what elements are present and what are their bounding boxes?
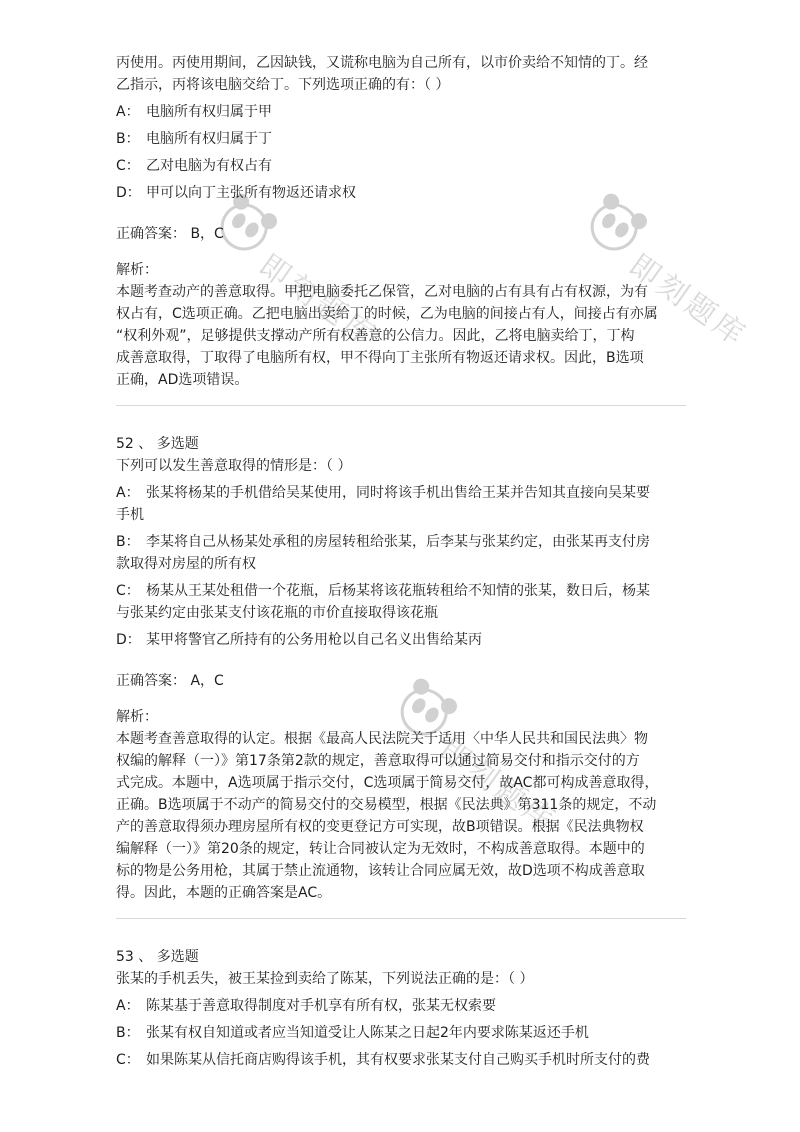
analysis-line: 本题考查动产的善意取得。甲把电脑委托乙保管，乙对电脑的占有具有占有权源，为有 bbox=[116, 284, 648, 300]
watermark-text: 即刻题库 bbox=[252, 247, 384, 355]
option-text: 杨某从王某处租借一个花瓶，后杨某将该花瓶转租给不知情的张某，数日后，杨某 bbox=[146, 583, 650, 599]
option-d bbox=[116, 629, 686, 651]
correct-answer: 正确答案： A，C bbox=[116, 673, 224, 689]
question-stem: 下列可以发生善意取得的情形是：（ ） bbox=[116, 458, 352, 474]
option-b bbox=[116, 1022, 686, 1044]
divider bbox=[116, 405, 686, 406]
analysis-line: 本题考查善意取得的认定。根据《最高人民法院关于适用〈中华人民共和国民法典〉物 bbox=[116, 731, 648, 747]
option-text: 某甲将警官乙所持有的公务用枪以自己名义出售给某丙 bbox=[146, 632, 482, 648]
option-label: B： bbox=[116, 534, 140, 550]
option-label: A： bbox=[116, 485, 140, 501]
option-label: D： bbox=[116, 185, 141, 201]
analysis-line: 成善意取得，丁取得了电脑所有权，甲不得向丁主张所有物返还请求权。因此，B选项 bbox=[116, 350, 644, 366]
analysis-line: 产的善意取得须办理房屋所有权的变更登记方可实现，故B项错误。根据《民法典物权 bbox=[116, 819, 644, 835]
option-text: 电脑所有权归属于丁 bbox=[146, 131, 272, 147]
option-text: 甲可以向丁主张所有物返还请求权 bbox=[146, 185, 356, 201]
watermark-text: 即刻题库 bbox=[432, 732, 564, 840]
option-text: 张某有权自知道或者应当知道受让人陈某之日起2年内要求陈某返还手机 bbox=[146, 1025, 589, 1041]
option-text-cont: 与张某约定由张某支付该花瓶的市价直接取得该花瓶 bbox=[116, 605, 438, 621]
option-text: 电脑所有权归属于甲 bbox=[146, 104, 272, 120]
analysis-line: 标的物是公务用枪，其属于禁止流通物，该转让合同应属无效，故D选项不构成善意取 bbox=[116, 863, 645, 879]
analysis-line: 权编的解释（一）》第17条第2款的规定，善意取得可以通过简易交付和指示交付的方 bbox=[116, 753, 640, 769]
option-b bbox=[116, 128, 686, 150]
document-page bbox=[116, 52, 686, 1076]
question-stem: 张某的手机丢失，被王某捡到卖给了陈某，下列说法正确的是：（ ） bbox=[116, 971, 534, 987]
analysis-title: 解析： bbox=[116, 262, 158, 278]
question-53 bbox=[116, 946, 686, 1071]
option-text-cont: 手机 bbox=[116, 507, 144, 523]
option-b bbox=[116, 531, 686, 575]
option-text: 陈某基于善意取得制度对手机享有所有权，张某无权索要 bbox=[146, 998, 496, 1014]
option-text: 如果陈某从信托商店购得该手机，其有权要求张某支付自己购买手机时所支付的费 bbox=[146, 1052, 650, 1068]
option-c bbox=[116, 1049, 686, 1071]
option-label: D： bbox=[116, 632, 141, 648]
correct-answer: 正确答案： B，C bbox=[116, 226, 224, 242]
analysis-line: 正确。B选项属于不动产的简易交付的交易模型，根据《民法典》第311条的规定，不动 bbox=[116, 797, 657, 813]
question-51-continued bbox=[116, 52, 686, 406]
analysis-line: 权占有，C选项正确。乙把电脑出卖给丁的时候，乙为电脑的间接占有人，间接占有亦属 bbox=[116, 306, 658, 322]
option-c bbox=[116, 580, 686, 624]
option-a bbox=[116, 995, 686, 1017]
question-stem-line: 丙使用。丙使用期间，乙因缺钱，又谎称电脑为自己所有，以市价卖给不知情的丁。经 bbox=[116, 55, 648, 71]
analysis-title: 解析： bbox=[116, 709, 158, 725]
option-label: B： bbox=[116, 131, 140, 147]
option-label: C： bbox=[116, 1052, 140, 1068]
analysis-line: 编解释（一）》第20条的规定，转让合同被认定为无效时，不构成善意取得。本题中的 bbox=[116, 841, 645, 857]
analysis-line: 正确，AD选项错误。 bbox=[116, 372, 249, 388]
divider bbox=[116, 918, 686, 919]
option-a bbox=[116, 482, 686, 526]
question-52 bbox=[116, 433, 686, 919]
option-c bbox=[116, 155, 686, 177]
option-label: A： bbox=[116, 998, 140, 1014]
option-label: C： bbox=[116, 158, 140, 174]
analysis-line: “权利外观”，足够提供支撑动产所有权善意的公信力。因此，乙将电脑卖给丁，丁构 bbox=[116, 328, 635, 344]
option-text: 乙对电脑为有权占有 bbox=[146, 158, 272, 174]
option-text: 张某将杨某的手机借给吴某使用，同时将该手机出售给王某并告知其直接向吴某要 bbox=[146, 485, 650, 501]
option-text: 李某将自己从杨某处承租的房屋转租给张某，后李某与张某约定，由张某再支付房 bbox=[146, 534, 650, 550]
analysis-line: 式完成。本题中，A选项属于指示交付，C选项属于简易交付，故AC都可构成善意取得， bbox=[116, 775, 659, 791]
option-label: B： bbox=[116, 1025, 140, 1041]
option-label: A： bbox=[116, 104, 140, 120]
question-number: 53 、 多选题 bbox=[116, 949, 199, 965]
option-label: C： bbox=[116, 583, 140, 599]
watermark-text: 即刻题库 bbox=[622, 247, 754, 355]
option-a bbox=[116, 101, 686, 123]
option-text-cont: 款取得对房屋的所有权 bbox=[116, 556, 256, 572]
question-number: 52 、 多选题 bbox=[116, 436, 199, 452]
option-d bbox=[116, 182, 686, 204]
question-stem-line: 乙指示，丙将该电脑交给丁。下列选项正确的有：（ ） bbox=[116, 77, 450, 93]
analysis-line: 得。因此，本题的正确答案是AC。 bbox=[116, 885, 332, 901]
